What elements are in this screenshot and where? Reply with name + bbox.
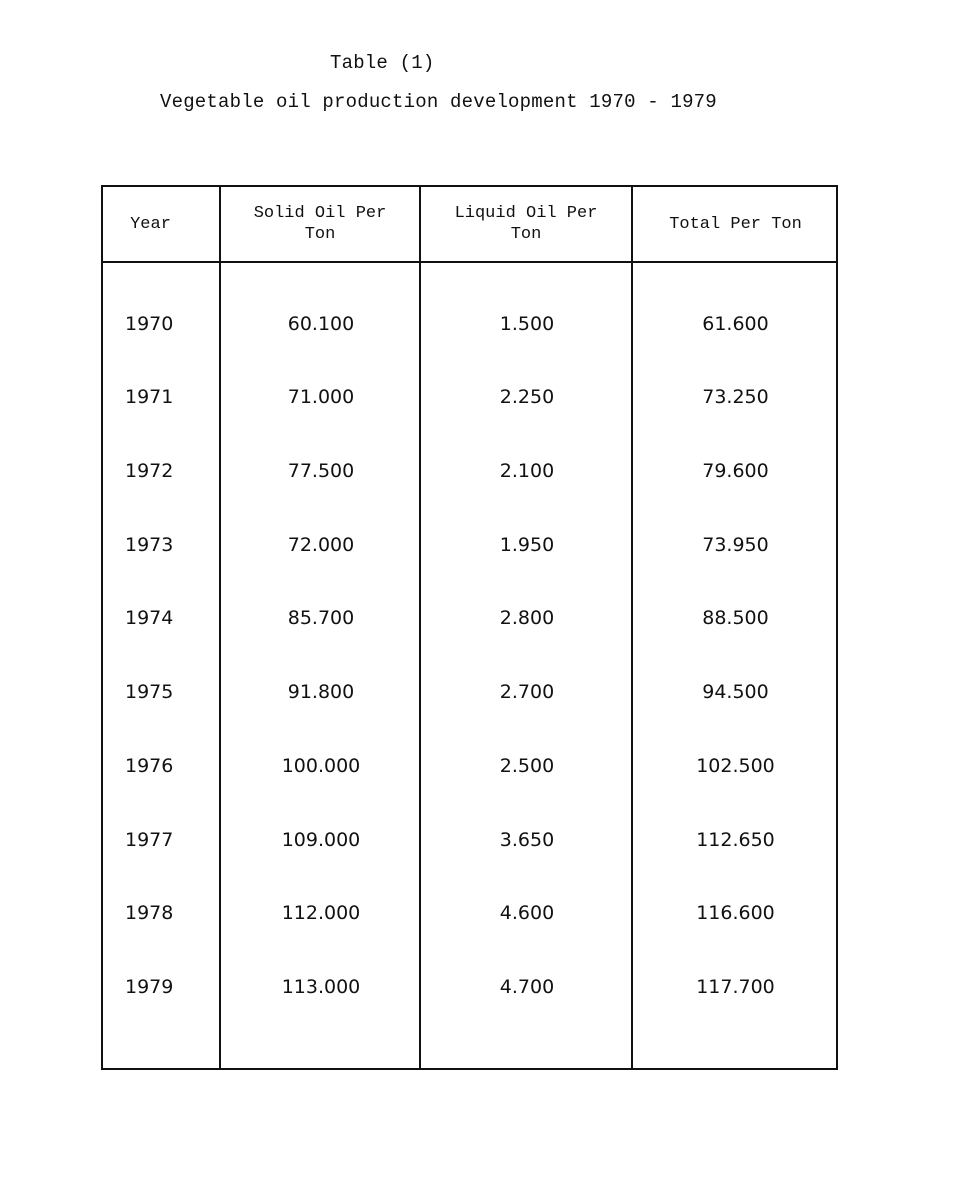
header-year-label: Year [130,214,171,234]
solid-oil-cell: 112.000 [281,902,361,924]
total-cell: 102.500 [696,755,775,777]
header-liquid-line-1: Liquid Oil Per [454,204,598,223]
solid-oil-cell: 60.100 [287,313,355,335]
header-year [103,187,198,261]
liquid-oil-cell: 2.700 [499,681,555,703]
header-solid-oil [221,187,419,261]
table-row [103,603,836,633]
table-row [103,456,836,486]
table-row [103,751,836,781]
year-cell: 1973 [125,534,174,556]
total-cell: 79.600 [702,460,769,482]
solid-oil-cell: 113.000 [281,976,361,998]
solid-oil-cell: 109.000 [281,829,361,851]
total-cell: 73.950 [702,534,769,556]
header-liquid-line-2: Ton [510,225,542,244]
table-row [103,825,836,855]
year-cell: 1972 [125,460,174,482]
solid-oil-cell: 85.700 [287,607,355,629]
header-solid-line-2: Ton [304,225,336,244]
solid-oil-cell: 71.000 [287,386,355,408]
liquid-oil-cell: 2.500 [499,755,555,777]
year-cell: 1979 [125,976,174,998]
liquid-oil-cell: 2.800 [499,607,555,629]
liquid-oil-cell: 3.650 [499,829,555,851]
total-cell: 73.250 [702,386,769,408]
header-divider [103,261,836,263]
table-row [103,972,836,1002]
solid-oil-cell: 100.000 [281,755,361,777]
header-liquid-oil [421,187,631,261]
total-cell: 61.600 [702,313,769,335]
year-cell: 1977 [125,829,174,851]
header-total-label: Total Per Ton [669,214,802,234]
year-cell: 1978 [125,902,174,924]
table-row [103,382,836,412]
total-cell: 88.500 [702,607,769,629]
header-total [633,187,838,261]
year-cell: 1975 [125,681,174,703]
year-cell: 1976 [125,755,174,777]
table-row [103,309,836,339]
header-solid-line-1: Solid Oil Per [253,204,387,223]
liquid-oil-cell: 1.950 [499,534,555,556]
total-cell: 116.600 [696,902,775,924]
table-row [103,530,836,560]
year-cell: 1970 [125,313,174,335]
production-table [101,185,838,1070]
year-cell: 1971 [125,386,174,408]
liquid-oil-cell: 2.250 [499,386,555,408]
table-label: Table (1) [330,52,435,74]
solid-oil-cell: 91.800 [287,681,355,703]
liquid-oil-cell: 4.700 [499,976,555,998]
total-cell: 117.700 [696,976,775,998]
table-title: Vegetable oil production development 1970 - 1979 [160,91,717,113]
liquid-oil-cell: 4.600 [499,902,555,924]
liquid-oil-cell: 2.100 [499,460,555,482]
liquid-oil-cell: 1.500 [499,313,555,335]
table-row [103,677,836,707]
total-cell: 112.650 [696,829,775,851]
solid-oil-cell: 77.500 [287,460,355,482]
year-cell: 1974 [125,607,174,629]
solid-oil-cell: 72.000 [287,534,355,556]
table-row [103,898,836,928]
total-cell: 94.500 [702,681,769,703]
